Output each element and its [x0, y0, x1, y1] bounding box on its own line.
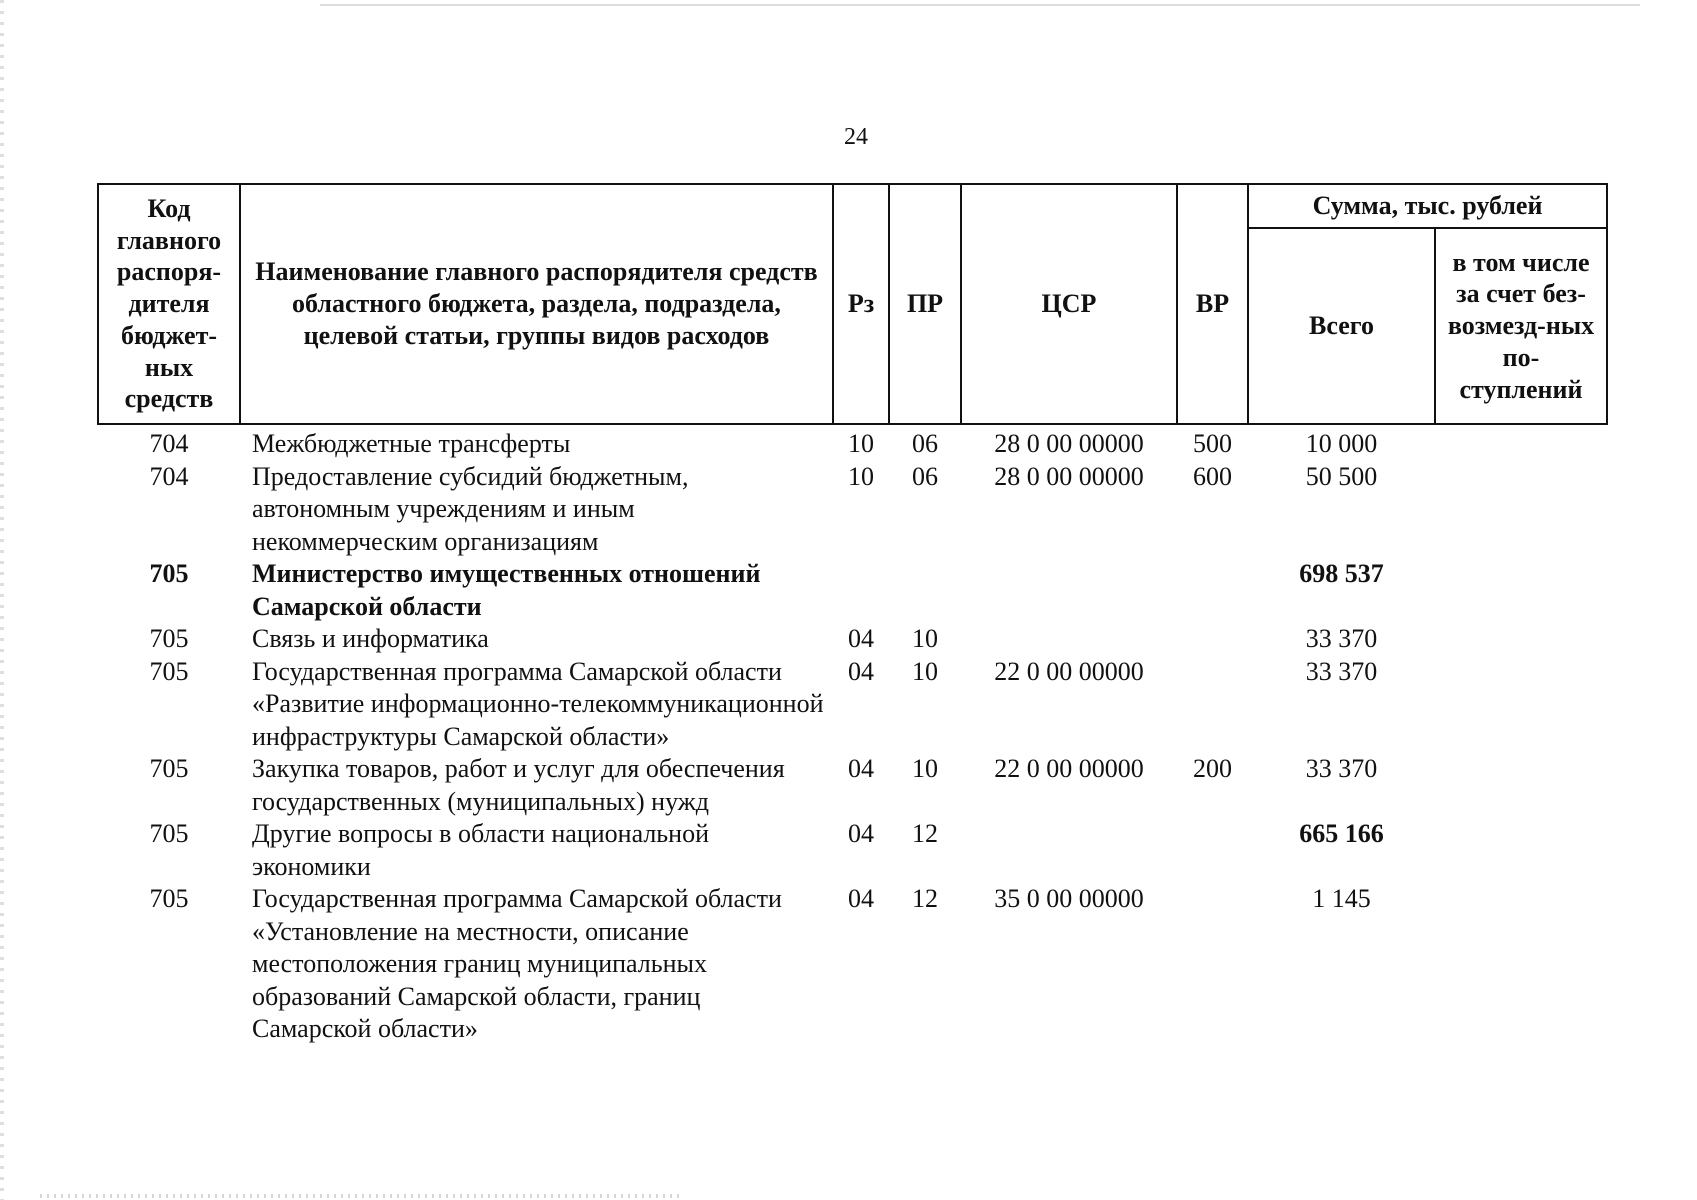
cell-total: 10 000: [1305, 429, 1378, 458]
cell-name: Межбюджетные трансферты: [252, 429, 571, 458]
cell-rz: 04: [848, 754, 874, 783]
cell-csr: 22 0 00 00000: [994, 656, 1144, 686]
cell-vr: 200: [1193, 754, 1232, 783]
cell-incl: [1435, 818, 1607, 883]
cell-code: 705: [149, 559, 189, 588]
header-code: Код главного распоря-дителя бюджет-ных средств: [98, 184, 240, 424]
cell-csr: 35 0 00 00000: [994, 884, 1144, 913]
table-row: [98, 883, 1607, 1046]
cell-name: Предоставление субсидий бюджетным, автономным учреждениям и иным некоммерческим организациям: [252, 461, 689, 556]
cell-csr: 22 0 00 00000: [994, 754, 1144, 783]
cell-code: 704: [149, 429, 189, 458]
cell-rz: 04: [848, 884, 874, 913]
cell-pr: 06: [912, 429, 938, 458]
scan-artifact-bottom: [40, 1194, 680, 1198]
cell-csr: [961, 558, 1177, 623]
table-row: [98, 753, 1607, 818]
cell-csr: 28 0 00 00000: [994, 429, 1144, 458]
header-pr: ПР: [889, 184, 961, 424]
cell-vr: 600: [1193, 461, 1232, 491]
cell-csr: [961, 623, 1177, 656]
cell-total: 33 370: [1305, 624, 1378, 653]
cell-vr: [1177, 623, 1248, 656]
cell-incl: [1435, 753, 1607, 818]
table-row: [98, 623, 1607, 656]
cell-vr: [1177, 883, 1248, 1046]
header-vr: ВР: [1177, 184, 1248, 424]
table-row: [98, 818, 1607, 883]
table-row: [98, 461, 1607, 559]
cell-pr: 10: [912, 754, 938, 783]
header-rz: Рз: [833, 184, 889, 424]
cell-incl: [1435, 623, 1607, 656]
cell-csr: 28 0 00 00000: [994, 461, 1144, 491]
cell-incl: [1435, 461, 1607, 559]
header-name: Наименование главного распорядителя средств областного бюджета, раздела, подраздела, целевой статьи, группы видов расходов: [240, 184, 833, 424]
table-header: [98, 184, 1607, 424]
page-number: 24: [844, 124, 868, 150]
cell-code: 704: [149, 461, 189, 491]
cell-name: Закупка товаров, работ и услуг для обеспечения государственных (муниципальных) нужд: [252, 754, 785, 816]
cell-rz: 04: [848, 624, 874, 653]
cell-vr: [1177, 818, 1248, 883]
cell-vr: [1177, 656, 1248, 754]
cell-rz: 04: [848, 656, 874, 686]
cell-incl: [1435, 558, 1607, 623]
cell-rz: 10: [848, 461, 874, 491]
table-body: [98, 424, 1607, 1046]
cell-name: Государственная программа Самарской области «Установление на местности, описание местоположения границ муниципальных образований Самарской области, границ Самарской области»: [252, 884, 782, 1043]
cell-rz: [833, 558, 889, 623]
cell-total: 698 537: [1299, 559, 1384, 588]
cell-pr: 10: [912, 656, 938, 686]
cell-name: Другие вопросы в области национальной экономики: [252, 819, 709, 881]
cell-incl: [1435, 424, 1607, 461]
cell-csr: [961, 818, 1177, 883]
cell-pr: [889, 558, 961, 623]
cell-name: Министерство имущественных отношений Самарской области: [252, 559, 761, 621]
budget-table: [97, 183, 1608, 1046]
cell-code: 705: [149, 624, 189, 653]
scan-artifact-left-edge: [0, 0, 4, 1200]
cell-total: 1 145: [1312, 884, 1371, 913]
table-row: [98, 558, 1607, 623]
cell-pr: 12: [912, 819, 938, 848]
cell-name: Связь и информатика: [252, 624, 489, 653]
cell-rz: 04: [848, 819, 874, 848]
header-total: Всего: [1248, 228, 1435, 424]
cell-vr: 500: [1193, 429, 1232, 458]
table-row: [98, 424, 1607, 461]
scan-artifact-top: [320, 4, 1640, 6]
cell-code: 705: [149, 656, 189, 686]
cell-pr: 06: [912, 461, 938, 491]
cell-rz: 10: [848, 429, 874, 458]
cell-total: 50 500: [1305, 461, 1378, 491]
cell-total: 33 370: [1305, 754, 1378, 783]
cell-vr: [1177, 558, 1248, 623]
cell-name: Государственная программа Самарской области «Развитие информационно-телекоммуникационной инфраструктуры Самарской области»: [252, 656, 824, 751]
header-incl: в том числе за счет без-возмезд-ных по-ступлений: [1435, 228, 1607, 424]
cell-total: 665 166: [1299, 819, 1384, 848]
header-sum-group: Сумма, тыс. рублей: [1248, 184, 1607, 228]
header-csr: ЦСР: [961, 184, 1177, 424]
cell-pr: 12: [912, 884, 938, 913]
cell-pr: 10: [912, 624, 938, 653]
cell-incl: [1435, 883, 1607, 1046]
cell-code: 705: [149, 754, 189, 783]
cell-incl: [1435, 656, 1607, 754]
cell-total: 33 370: [1305, 656, 1378, 686]
table-row: [98, 656, 1607, 754]
cell-code: 705: [149, 819, 189, 848]
cell-code: 705: [149, 884, 189, 913]
